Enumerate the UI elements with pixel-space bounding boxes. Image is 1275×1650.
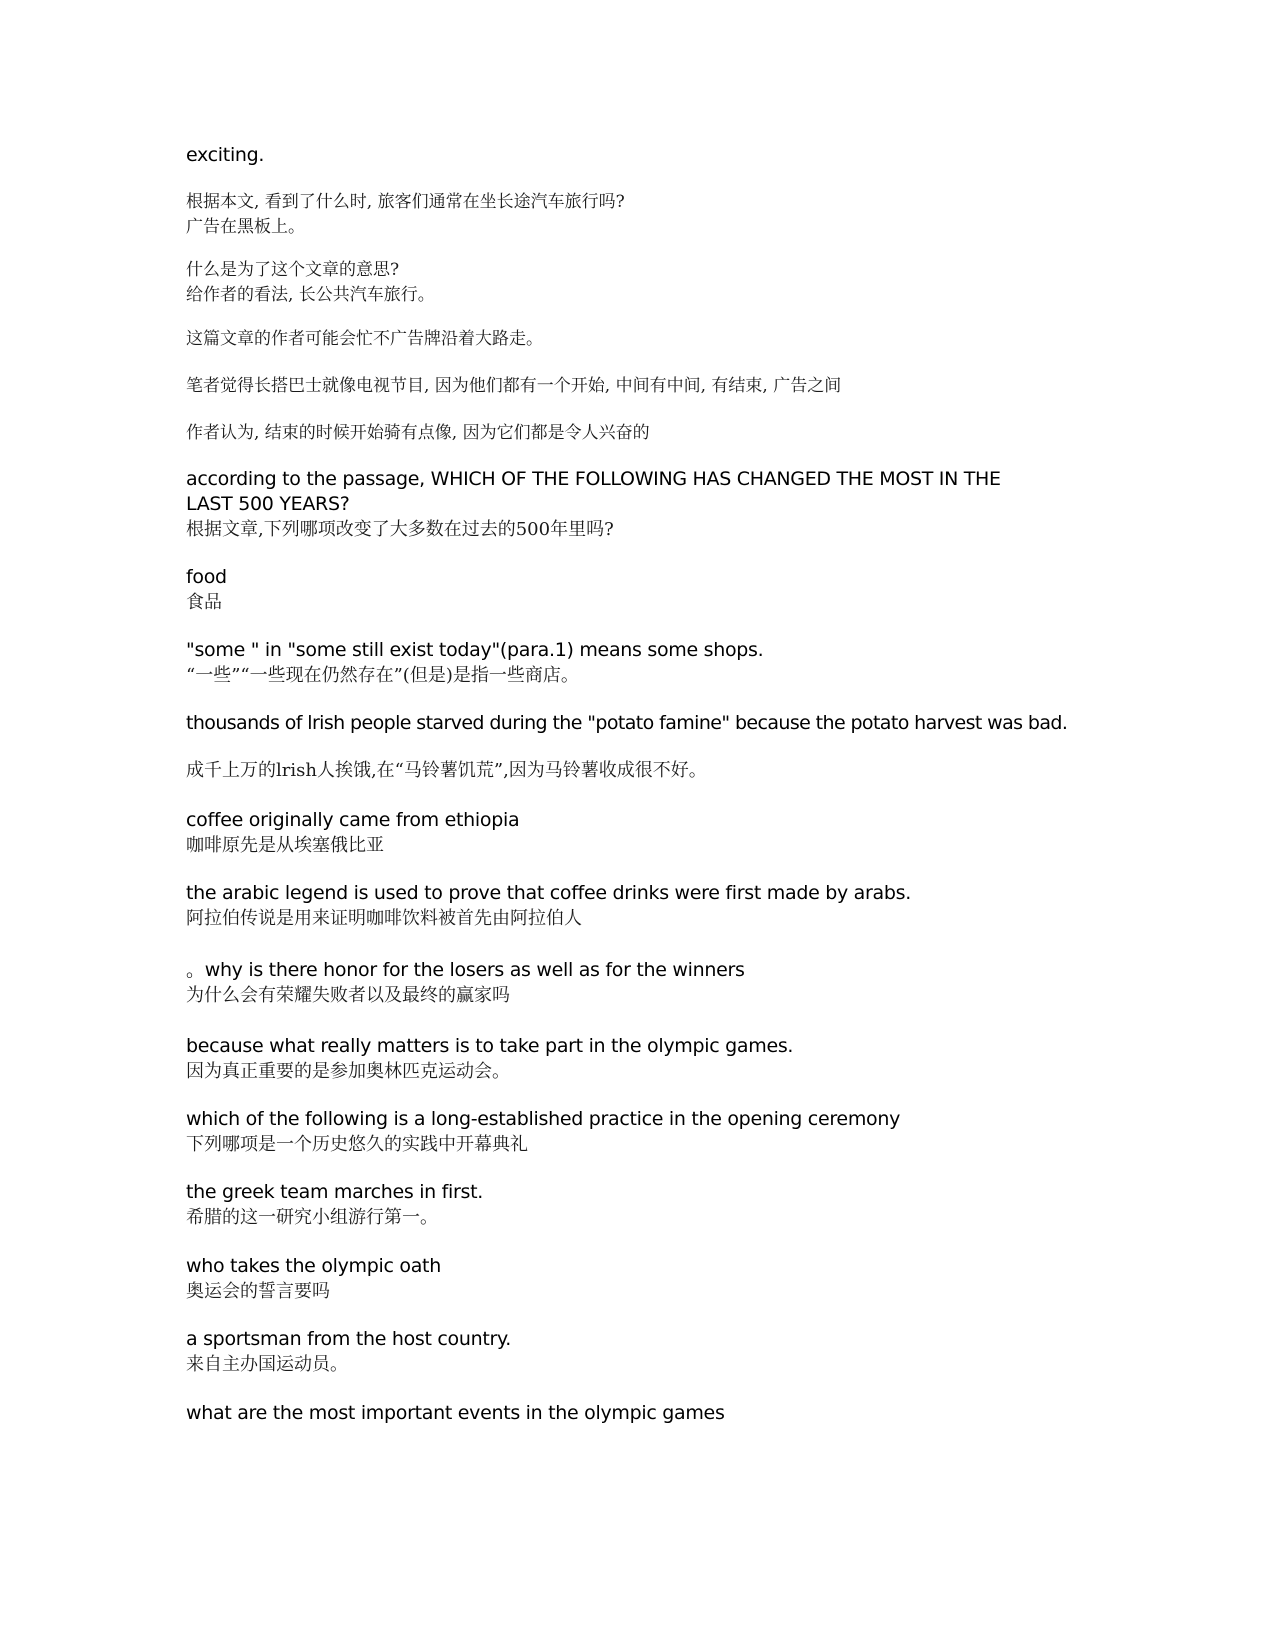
statement-billboards	[186, 327, 1106, 352]
text-line: 广告在黑板上。	[186, 217, 305, 237]
text-line: 给作者的看法, 长公共汽车旅行。	[186, 285, 435, 305]
qa-pair-some-shops	[186, 638, 1106, 688]
qa-pair-article-meaning	[186, 258, 1106, 308]
qa-pair-olympic-oath	[186, 1254, 1106, 1304]
statement-exciting	[186, 421, 1106, 446]
statement-potato-famine	[186, 711, 1106, 736]
text-line: 根据文章,下列哪项改变了大多数在过去的500年里吗?	[186, 519, 614, 540]
text-line: 食品	[186, 592, 222, 613]
text-line: 因为真正重要的是参加奥林匹克运动会。	[186, 1061, 510, 1082]
text-line: 这篇文章的作者可能会忙不广告牌沿着大路走。	[186, 329, 543, 349]
text-line: 什么是为了这个文章的意思?	[186, 260, 400, 280]
text-line: 成千上万的lrish人挨饿,在“马铃薯饥荒”,因为马铃薯收成很不好。	[186, 760, 707, 781]
text-line: 为什么会有荣耀失败者以及最终的赢家吗	[186, 985, 510, 1006]
qa-pair-host-country	[186, 1327, 1106, 1377]
text-line: "some " in "some still exist today"(para.1) means some shops.	[186, 639, 764, 661]
text-line: 根据本文, 看到了什么时, 旅客们通常在坐长途汽车旅行吗?	[186, 192, 625, 212]
text-line: the greek team marches in first.	[186, 1181, 484, 1203]
statement-potato-famine-cn	[186, 758, 1106, 783]
text-line: which of the following is a long-established practice in the opening ceremony	[186, 1108, 901, 1130]
text-line: 咖啡原先是从埃塞俄比亚	[186, 835, 384, 856]
text-line: a sportsman from the host country.	[186, 1328, 511, 1350]
text-line: 。why is there honor for the losers as well as for the winners	[186, 959, 745, 981]
text-line: thousands of lrish people starved during the "potato famine" because the potato harvest was bad.	[186, 712, 1068, 734]
text-exciting	[186, 143, 1106, 168]
text-line: who takes the olympic oath	[186, 1255, 441, 1277]
qa-pair-opening-ceremony	[186, 1107, 1106, 1157]
text-line: exciting.	[186, 144, 265, 166]
text-line: because what really matters is to take part in the olympic games.	[186, 1035, 794, 1057]
qa-pair-changed-most	[186, 467, 1106, 542]
text-line: “一些”“一些现在仍然存在”(但是)是指一些商店。	[186, 665, 579, 686]
qa-pair-bus-travel	[186, 190, 1106, 240]
text-line: according to the passage, WHICH OF THE FOLLOWING HAS CHANGED THE MOST IN THE LAST 500 YEARS?	[186, 468, 1001, 515]
text-line: coffee originally came from ethiopia	[186, 809, 520, 831]
text-line: 笔者觉得长搭巴士就像电视节目, 因为他们都有一个开始, 中间有中间, 有结束, 广告之间	[186, 376, 842, 396]
question-important-events	[186, 1401, 1106, 1426]
text-line: 作者认为, 结束的时候开始骑有点像, 因为它们都是令人兴奋的	[186, 423, 650, 443]
text-line: 奥运会的誓言要吗	[186, 1281, 330, 1302]
text-line: 来自主办国运动员。	[186, 1354, 348, 1375]
text-line: 下列哪项是一个历史悠久的实践中开幕典礼	[186, 1134, 528, 1155]
text-line: what are the most important events in the olympic games	[186, 1402, 725, 1424]
text-line: 阿拉伯传说是用来证明咖啡饮料被首先由阿拉伯人	[186, 908, 582, 929]
qa-pair-greek-team	[186, 1180, 1106, 1230]
qa-pair-coffee-origin	[186, 808, 1106, 858]
qa-pair-arabic-legend	[186, 881, 1106, 931]
qa-pair-take-part	[186, 1034, 1106, 1084]
text-line: the arabic legend is used to prove that coffee drinks were first made by arabs.	[186, 882, 911, 904]
text-line: food	[186, 566, 227, 588]
qa-pair-food	[186, 565, 1106, 615]
text-line: 希腊的这一研究小组游行第一。	[186, 1207, 438, 1228]
qa-pair-honor-losers	[186, 958, 1106, 1008]
statement-tv-program	[186, 374, 1106, 399]
